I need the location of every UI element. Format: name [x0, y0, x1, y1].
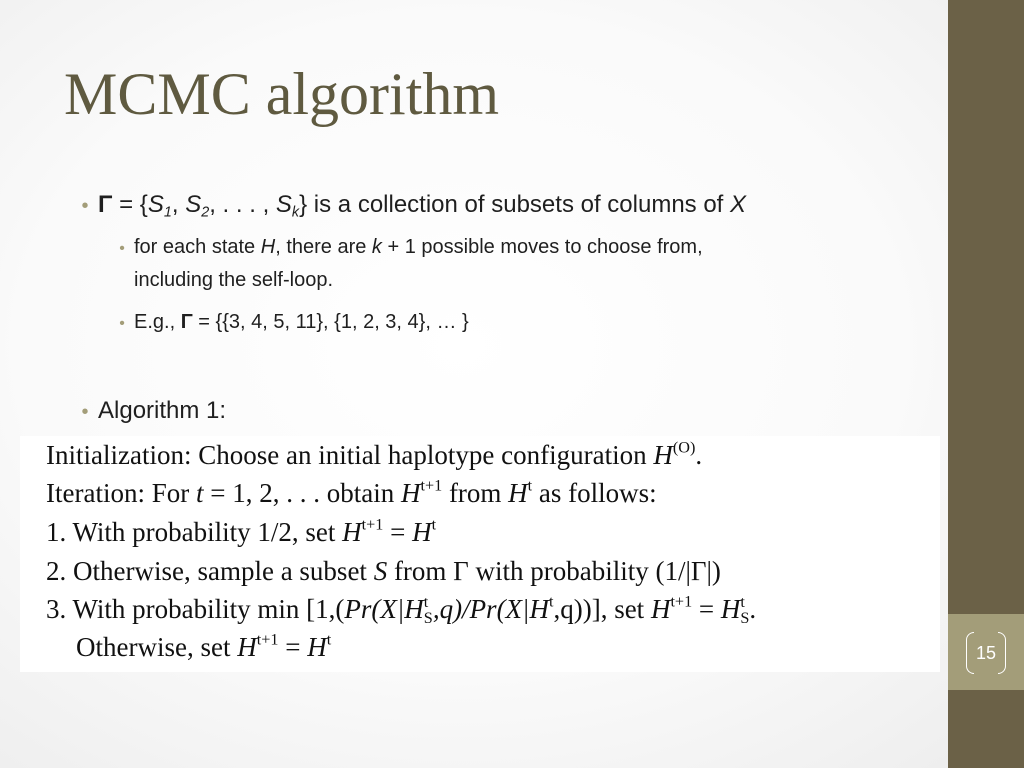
text-segment: = {{3, 4, 5, 11}, {1, 2, 3, 4}, … }	[192, 311, 469, 333]
text-segment: from Γ with probability (1/|Γ|)	[387, 556, 721, 586]
sub-bullet-moves	[110, 236, 703, 259]
bracket-left-decoration	[966, 632, 974, 674]
text-segment: 2. Otherwise, sample a subset	[46, 556, 374, 586]
var-h: H	[412, 517, 432, 547]
bullet-dot: •	[81, 401, 89, 423]
text-segment: , there are	[275, 236, 372, 258]
bullet-dot: •	[119, 240, 125, 257]
var-pr: Pr	[344, 594, 372, 624]
text-segment: =	[692, 594, 721, 624]
algo-line-initialization	[46, 440, 702, 471]
algo-line-otherwise	[76, 632, 331, 663]
text-segment: E.g.,	[134, 311, 181, 333]
sup: t	[548, 592, 554, 611]
sup: (O)	[672, 438, 696, 457]
var-h: H	[720, 594, 741, 624]
supsub	[740, 594, 749, 626]
text-segment: (X|	[371, 594, 405, 624]
algo-line-iteration	[46, 478, 657, 509]
text-segment: .	[749, 594, 757, 624]
text-segment: =	[383, 517, 413, 547]
bullet-gamma-definition	[72, 191, 746, 219]
var-h: H	[342, 517, 362, 547]
sup: t+1	[420, 476, 443, 495]
sup: t	[527, 476, 533, 495]
sub-bullet-example	[110, 311, 469, 334]
page-number	[966, 632, 1006, 674]
text-segment: .	[695, 440, 703, 470]
slide-title: MCMC algorithm	[64, 61, 500, 127]
text-segment: = {	[112, 191, 148, 218]
var-h: H	[237, 632, 257, 662]
text-segment: } is a collection of subsets of columns of	[299, 191, 731, 218]
text-segment: from	[442, 478, 509, 508]
sup: t	[326, 630, 332, 649]
var-pr: Pr	[469, 594, 497, 624]
text-segment: ,q))], set	[553, 594, 651, 624]
bullet-algorithm	[72, 397, 226, 425]
gamma-symbol: Γ	[98, 191, 113, 218]
var-h: H	[400, 478, 421, 508]
text-segment: as follows:	[532, 478, 657, 508]
text-segment: 3. With probability min [1,(	[46, 594, 345, 624]
text-segment: Iteration: For	[46, 478, 196, 508]
text-segment: for each state	[134, 236, 261, 258]
sub-1: 1	[163, 204, 172, 221]
text-segment: ,	[171, 191, 186, 218]
var-k: k	[371, 236, 382, 258]
sub: S	[423, 608, 433, 627]
sup: t	[740, 592, 745, 611]
var-h: H	[404, 594, 424, 624]
algo-line-step2	[46, 556, 721, 587]
var-h: H	[650, 594, 671, 624]
algo-line-step1	[46, 517, 436, 548]
sup: t	[431, 515, 437, 534]
text-segment: , . . . ,	[209, 191, 276, 218]
var-s1: S	[147, 191, 164, 218]
text-segment: + 1 possible moves to choose from,	[381, 236, 703, 258]
gamma-symbol: Γ	[180, 311, 193, 333]
var-s2: S	[185, 191, 202, 218]
algo-line-step3	[46, 594, 756, 628]
text-segment: = 1, 2, . . . obtain	[203, 478, 401, 508]
var-h: H	[307, 632, 327, 662]
sup: t+1	[670, 592, 693, 611]
sup: t+1	[361, 515, 384, 534]
page-number-text: 15	[975, 642, 997, 663]
var-h: H	[653, 440, 673, 470]
var-h: H	[508, 478, 528, 508]
text-segment: ,q)/	[432, 594, 470, 624]
sub-k: k	[291, 204, 300, 221]
var-x: X	[730, 191, 747, 218]
bracket-right-decoration	[998, 632, 1006, 674]
sup: t+1	[256, 630, 279, 649]
sub-bullet-moves-line2: including the self-loop.	[134, 269, 334, 291]
supsub	[424, 594, 433, 626]
sub: S	[740, 608, 750, 627]
var-sk: S	[275, 191, 292, 218]
var-h: H	[529, 594, 549, 624]
sub-2: 2	[201, 204, 210, 221]
text-segment: Otherwise, set	[76, 632, 238, 662]
var-h: H	[260, 236, 276, 258]
text-segment: Initialization: Choose an initial haplotype configuration	[46, 440, 654, 470]
var-s: S	[373, 556, 388, 586]
bullet-dot: •	[81, 195, 89, 217]
bullet-dot: •	[119, 315, 125, 332]
sup: t	[423, 592, 429, 611]
text-segment: 1. With probability 1/2, set	[46, 517, 343, 547]
text-segment: =	[278, 632, 308, 662]
algorithm-box	[20, 436, 940, 672]
var-t: t	[195, 478, 204, 508]
text-segment: (X|	[496, 594, 530, 624]
text-segment: Algorithm 1:	[98, 397, 227, 424]
